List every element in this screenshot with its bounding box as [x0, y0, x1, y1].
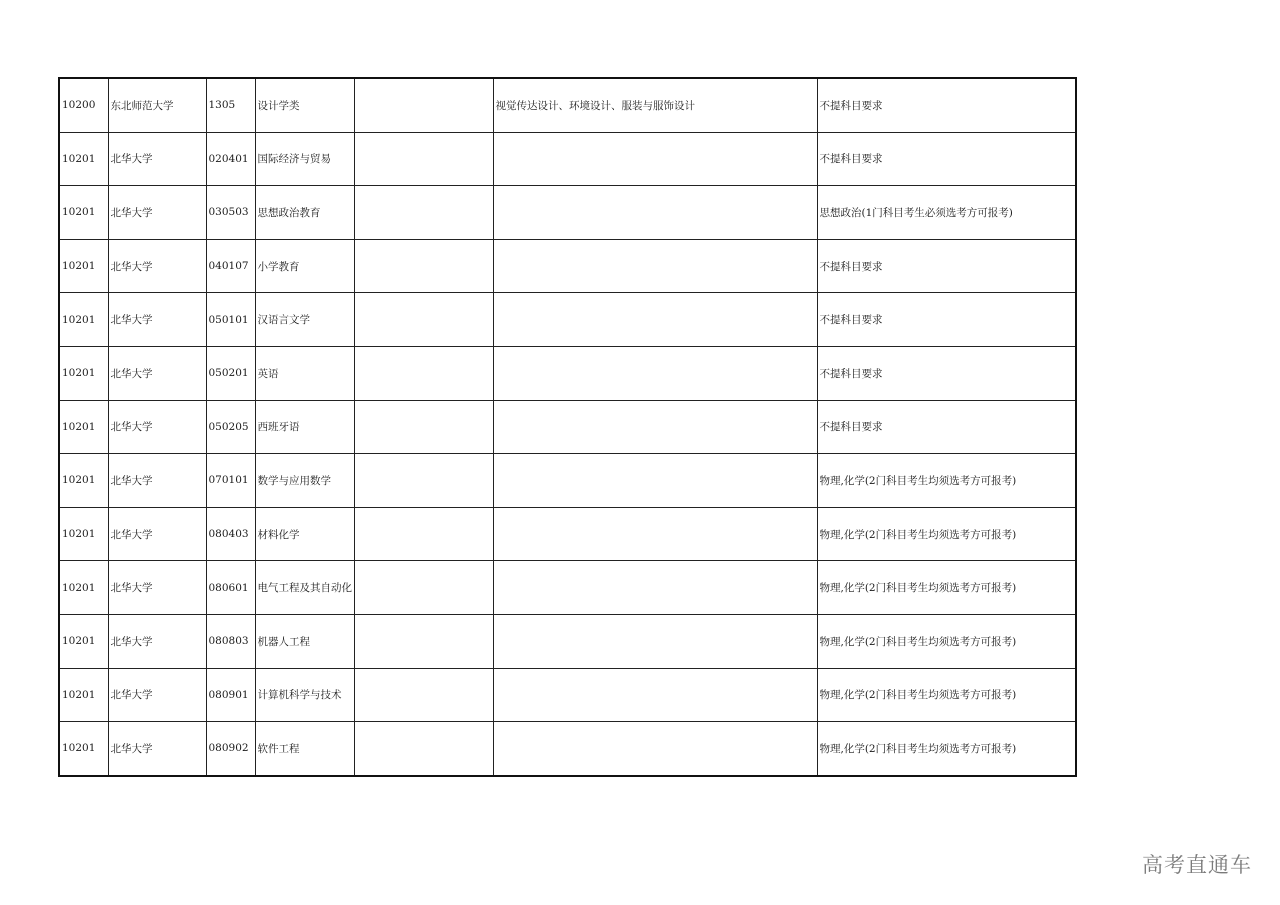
- school-code-cell: 10201: [59, 239, 108, 293]
- school-name-cell: 北华大学: [108, 239, 206, 293]
- subject-requirement-cell: 物理,化学(2门科目考生均须选考方可报考): [817, 668, 1076, 722]
- included-majors-cell: 视觉传达设计、环境设计、服装与服饰设计: [493, 78, 817, 132]
- table-row: [59, 132, 1076, 186]
- included-majors-cell: [493, 614, 817, 668]
- table-row: [59, 614, 1076, 668]
- major-code-cell: 040107: [206, 239, 255, 293]
- school-code-cell: 10201: [59, 561, 108, 615]
- school-code-cell: 10201: [59, 454, 108, 508]
- major-code-cell: 080403: [206, 507, 255, 561]
- included-majors-cell: [493, 668, 817, 722]
- subject-requirement-cell: 物理,化学(2门科目考生均须选考方可报考): [817, 722, 1076, 776]
- major-name-cell: 软件工程: [255, 722, 354, 776]
- school-code-cell: 10201: [59, 400, 108, 454]
- table-body: [59, 78, 1076, 776]
- school-name-cell: 北华大学: [108, 293, 206, 347]
- school-code-cell: 10201: [59, 293, 108, 347]
- table-row: [59, 186, 1076, 240]
- school-name-cell: 北华大学: [108, 614, 206, 668]
- table-row: [59, 400, 1076, 454]
- table-row: [59, 239, 1076, 293]
- school-code-cell: 10201: [59, 346, 108, 400]
- major-code-cell: 080902: [206, 722, 255, 776]
- major-code-cell: 1305: [206, 78, 255, 132]
- subject-requirement-cell: 不提科目要求: [817, 78, 1076, 132]
- school-name-cell: 北华大学: [108, 507, 206, 561]
- school-name-cell: 北华大学: [108, 400, 206, 454]
- major-name-cell: 设计学类: [255, 78, 354, 132]
- included-majors-cell: [493, 132, 817, 186]
- note-cell: [354, 614, 493, 668]
- school-name-cell: 北华大学: [108, 186, 206, 240]
- included-majors-cell: [493, 561, 817, 615]
- school-code-cell: 10200: [59, 78, 108, 132]
- subject-requirement-cell: 物理,化学(2门科目考生均须选考方可报考): [817, 561, 1076, 615]
- school-name-cell: 北华大学: [108, 346, 206, 400]
- school-code-cell: 10201: [59, 722, 108, 776]
- included-majors-cell: [493, 346, 817, 400]
- school-code-cell: 10201: [59, 132, 108, 186]
- included-majors-cell: [493, 722, 817, 776]
- major-code-cell: 020401: [206, 132, 255, 186]
- note-cell: [354, 722, 493, 776]
- subject-requirement-cell: 不提科目要求: [817, 239, 1076, 293]
- included-majors-cell: [493, 186, 817, 240]
- table-row: [59, 454, 1076, 508]
- note-cell: [354, 346, 493, 400]
- major-name-cell: 小学教育: [255, 239, 354, 293]
- major-code-cell: 080803: [206, 614, 255, 668]
- major-name-cell: 汉语言文学: [255, 293, 354, 347]
- note-cell: [354, 507, 493, 561]
- school-name-cell: 北华大学: [108, 454, 206, 508]
- watermark-logo: 高考直通车: [1142, 853, 1252, 877]
- school-code-cell: 10201: [59, 507, 108, 561]
- note-cell: [354, 293, 493, 347]
- major-name-cell: 电气工程及其自动化: [255, 561, 354, 615]
- subject-requirement-cell: 思想政治(1门科目考生必须选考方可报考): [817, 186, 1076, 240]
- subject-requirement-cell: 物理,化学(2门科目考生均须选考方可报考): [817, 454, 1076, 508]
- subject-requirement-cell: 不提科目要求: [817, 132, 1076, 186]
- note-cell: [354, 78, 493, 132]
- included-majors-cell: [493, 454, 817, 508]
- table-row: [59, 293, 1076, 347]
- major-name-cell: 材料化学: [255, 507, 354, 561]
- subject-requirement-cell: 物理,化学(2门科目考生均须选考方可报考): [817, 614, 1076, 668]
- included-majors-cell: [493, 293, 817, 347]
- subject-requirement-cell: 不提科目要求: [817, 346, 1076, 400]
- major-name-cell: 国际经济与贸易: [255, 132, 354, 186]
- major-code-cell: 030503: [206, 186, 255, 240]
- table-row: [59, 668, 1076, 722]
- table-row: [59, 346, 1076, 400]
- note-cell: [354, 454, 493, 508]
- table-row: [59, 561, 1076, 615]
- major-name-cell: 计算机科学与技术: [255, 668, 354, 722]
- major-name-cell: 思想政治教育: [255, 186, 354, 240]
- major-code-cell: 080901: [206, 668, 255, 722]
- major-name-cell: 西班牙语: [255, 400, 354, 454]
- school-name-cell: 北华大学: [108, 722, 206, 776]
- note-cell: [354, 668, 493, 722]
- table-row: [59, 722, 1076, 776]
- major-code-cell: 050205: [206, 400, 255, 454]
- school-name-cell: 北华大学: [108, 668, 206, 722]
- major-name-cell: 英语: [255, 346, 354, 400]
- school-name-cell: 北华大学: [108, 132, 206, 186]
- major-code-cell: 050101: [206, 293, 255, 347]
- major-name-cell: 数学与应用数学: [255, 454, 354, 508]
- subject-requirement-cell: 不提科目要求: [817, 293, 1076, 347]
- included-majors-cell: [493, 239, 817, 293]
- note-cell: [354, 400, 493, 454]
- major-name-cell: 机器人工程: [255, 614, 354, 668]
- included-majors-cell: [493, 400, 817, 454]
- major-code-cell: 080601: [206, 561, 255, 615]
- school-code-cell: 10201: [59, 668, 108, 722]
- note-cell: [354, 239, 493, 293]
- table-row: [59, 507, 1076, 561]
- major-code-cell: 070101: [206, 454, 255, 508]
- requirements-table: [58, 77, 1077, 777]
- note-cell: [354, 561, 493, 615]
- note-cell: [354, 132, 493, 186]
- major-code-cell: 050201: [206, 346, 255, 400]
- note-cell: [354, 186, 493, 240]
- subject-requirement-cell: 物理,化学(2门科目考生均须选考方可报考): [817, 507, 1076, 561]
- subject-requirement-cell: 不提科目要求: [817, 400, 1076, 454]
- school-name-cell: 东北师范大学: [108, 78, 206, 132]
- included-majors-cell: [493, 507, 817, 561]
- school-code-cell: 10201: [59, 614, 108, 668]
- table-row: [59, 78, 1076, 132]
- school-code-cell: 10201: [59, 186, 108, 240]
- school-name-cell: 北华大学: [108, 561, 206, 615]
